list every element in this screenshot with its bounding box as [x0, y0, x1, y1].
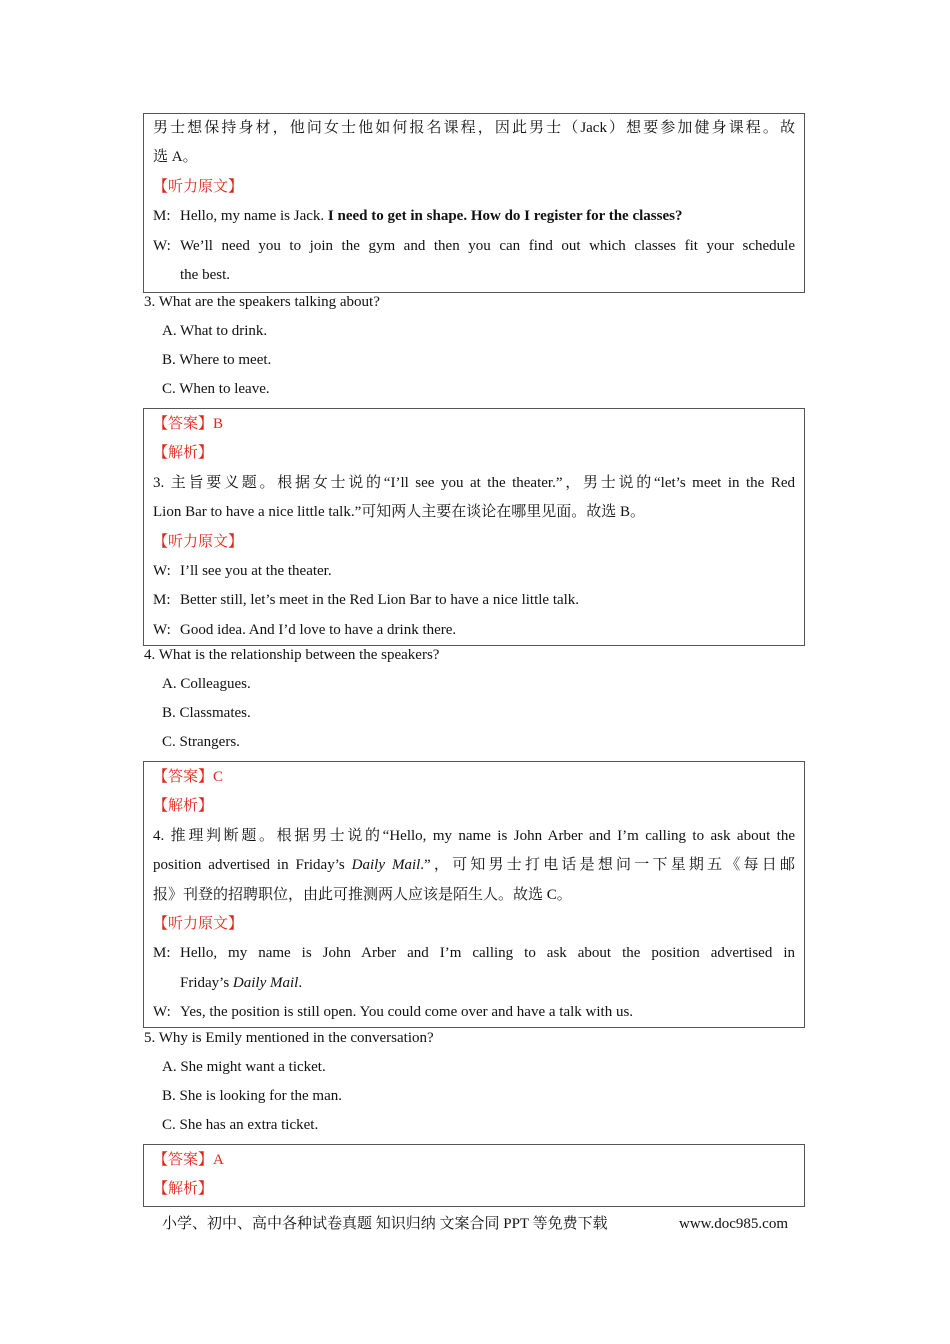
analysis-line: 男士想保持身材，他问女士他如何报名课程，因此男士（Jack）想要参加健身课程。故: [153, 120, 795, 136]
analysis-text: position advertised in Friday’s: [153, 857, 352, 874]
answer-value: A: [213, 1152, 224, 1168]
transcript-text: Friday’s: [180, 974, 233, 991]
transcript-line: [153, 232, 795, 261]
page-footer: [162, 1211, 792, 1237]
transcript-text: .: [298, 974, 303, 991]
transcript-text: Good idea. And I’d love to have a drink there.: [180, 621, 457, 638]
newspaper-title: Daily Mail: [232, 974, 299, 991]
answer-value: C: [213, 769, 224, 785]
option-c: C. Strangers.: [162, 734, 240, 750]
speaker-label: M:: [153, 945, 171, 962]
transcript-key-sentence: I need to get in shape. How do I register for the classes?: [327, 208, 683, 225]
transcript-text: I’ll see you at the theater.: [180, 563, 332, 580]
transcript-line-continued: the best.: [180, 267, 230, 284]
newspaper-title: Daily Mail: [351, 857, 421, 874]
transcript-text: Hello, my name is Jack.: [180, 208, 328, 225]
transcript-text: Hello, my name is John Arber and I’m calling to ask about the position advertised in: [180, 945, 795, 962]
analysis-label: 【解析】: [153, 445, 214, 462]
question-4: 4. What is the relationship between the speakers?: [144, 647, 440, 663]
answer-box-q5: [143, 1144, 805, 1207]
question-5: 5. Why is Emily mentioned in the conversation?: [144, 1030, 434, 1046]
option-a: A. Colleagues.: [162, 676, 251, 692]
answer-label: 【答案】: [153, 1152, 214, 1168]
analysis-line: 选 A。: [153, 149, 198, 166]
speaker-label: M:: [153, 592, 171, 609]
speaker-label: W:: [153, 237, 171, 254]
speaker-label: W:: [153, 621, 171, 638]
answer-box-q2: [143, 113, 805, 293]
option-c: C. When to leave.: [162, 381, 270, 397]
option-b: B. Where to meet.: [162, 352, 272, 368]
question-3: 3. What are the speakers talking about?: [144, 294, 380, 310]
analysis-line: 报》刊登的招聘职位，由此可推测两人应该是陌生人。故选 C。: [153, 886, 572, 903]
speaker-label: M:: [153, 208, 171, 225]
option-a: A. What to drink.: [162, 323, 268, 339]
option-b: B. Classmates.: [162, 705, 251, 721]
answer-box-q3: [143, 408, 805, 646]
answer-box-q4: [143, 761, 805, 1028]
answer-label: 【答案】: [153, 769, 214, 785]
analysis-line: 4. 推理判断题。根据男士说的“Hello, my name is John Arber and I’m calling to ask about the: [153, 827, 795, 844]
analysis-line: [153, 851, 795, 880]
transcript-line-continued: [153, 969, 795, 998]
transcript-label: 【听力原文】: [153, 178, 244, 195]
transcript-label: 【听力原文】: [153, 533, 244, 550]
answer-label: 【答案】: [153, 416, 214, 432]
analysis-label: 【解析】: [153, 798, 214, 815]
analysis-text: .”，可知男士打电话是想问一下星期五《每日邮: [420, 857, 795, 874]
answer-value: B: [213, 416, 224, 432]
option-c: C. She has an extra ticket.: [162, 1117, 319, 1133]
transcript-line: [153, 939, 795, 968]
answer-line: [153, 1146, 795, 1175]
transcript-label: 【听力原文】: [153, 916, 244, 933]
option-a: A. She might want a ticket.: [162, 1059, 326, 1075]
transcript-line: [153, 557, 795, 586]
transcript-text: We’ll need you to join the gym and then you can find out which classes fit your schedule: [180, 237, 795, 254]
footer-text: 小学、初中、高中各种试卷真题 知识归纳 文案合同 PPT 等免费下载: [162, 1216, 608, 1232]
analysis-line: 3. 主旨要义题。根据女士说的“I’ll see you at the theater.”，男士说的“let’s meet in the Red: [153, 474, 795, 491]
option-b: B. She is looking for the man.: [162, 1088, 342, 1104]
transcript-text: Better still, let’s meet in the Red Lion Bar to have a nice little talk.: [180, 592, 580, 609]
analysis-label: 【解析】: [153, 1181, 214, 1198]
answer-line: [153, 410, 795, 439]
analysis-line: Lion Bar to have a nice little talk.”可知两人主要在谈论在哪里见面。故选 B。: [153, 504, 646, 521]
transcript-line: [153, 202, 795, 231]
speaker-label: W:: [153, 563, 171, 580]
speaker-label: W:: [153, 1004, 171, 1021]
transcript-line: [153, 586, 795, 615]
answer-line: [153, 763, 795, 792]
footer-website[interactable]: www.doc985.com: [678, 1216, 788, 1232]
transcript-text: Yes, the position is still open. You could come over and have a talk with us.: [180, 1004, 634, 1021]
